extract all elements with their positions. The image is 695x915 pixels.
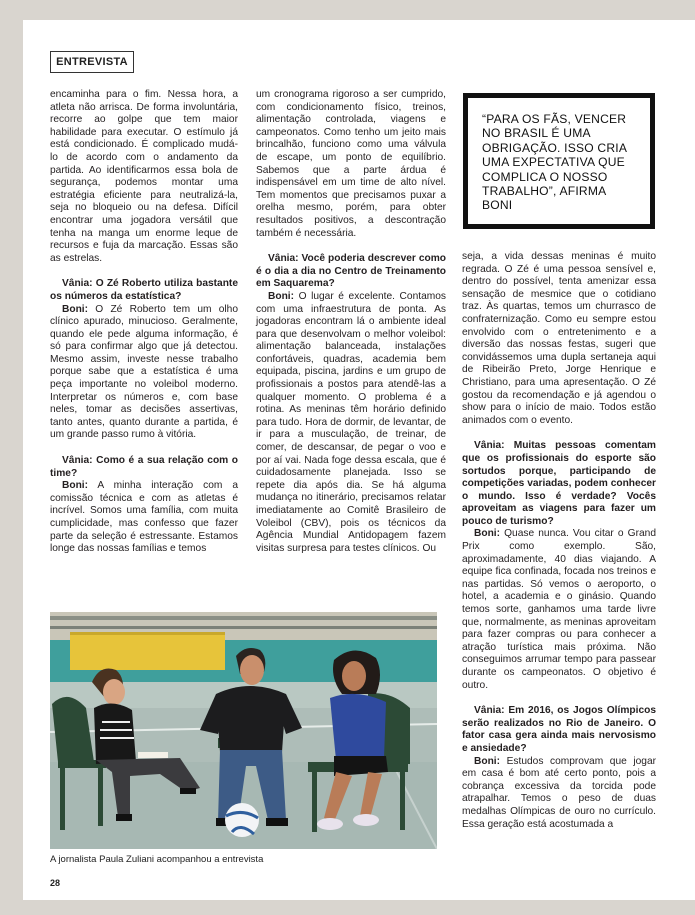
text-column-3: [462, 251, 656, 831]
section-tag: ENTREVISTA: [50, 51, 134, 73]
speaker-label: Boni:: [474, 755, 501, 767]
photo-caption: A jornalista Paula Zuliani acompanhou a entrevista: [50, 854, 264, 865]
text-column-2: [256, 89, 446, 555]
answer-text: A minha interação com a comissão técnica e com as atletas é incrível. Somos uma família, com muita cumplicidade, mas confesso que fazer parte da seleção é estressante. Estamos longe das nossas famílias e temos: [50, 480, 238, 555]
interview-answer: [50, 304, 238, 443]
answer-text: O Zé Roberto tem um olho clínico apurado, minucioso. Geralmente, quando ele pede alguma informação, é só para confirmar algo que já detectou. Mesmo assim, investe nesse trabalho porque sabe que a estatística é uma peça importante no voleibol moderno. Interpretar os números e, com base neles, tomar as decisões assertivas, tanto antes, quanto durante a partida, é um grande passo rumo à vitória.: [50, 303, 238, 441]
interview-question: Vânia: Em 2016, os Jogos Olímpicos serão realizados no Rio de Janeiro. O fator casa gera ainda mais nervosismo e ansiedade?: [462, 705, 656, 754]
interview-question: Vânia: Muitas pessoas comentam que os profissionais do esporte são sortudos porque, participando de competições variadas, podem conhecer o mundo. Isso é verdade? Vocês aproveitam as viagens para fazer um pouco de turismo?: [462, 440, 656, 527]
interview-answer: [50, 480, 238, 556]
pull-quote-text: “PARA OS FÃS, VENCER NO BRASIL É UMA OBRIGAÇÃO. ISSO CRIA UMA EXPECTATIVA QUE COMPLICA O NOSSO TRABALHO”,: [482, 112, 627, 199]
answer-text: Quase nunca. Vou citar o Grand Prix como exemplo. São, aproximadamente, 40 dias viajando. A equipe fica confinada, focada nos treinos e nas partidas. Só vemos o aeroporto, o hotel, a academia e o ginásio. Quando temos sorte, ganhamos uma tarde livre que, normalmente, as meninas aproveitam para fazer compras ou para conhecer a atração turística mais próxima. Não conseguimos arrumar tempo para passear durante os campeonatos. O objetivo é outro.: [462, 528, 656, 691]
speaker-label: Boni:: [268, 290, 295, 302]
magazine-page: [23, 20, 695, 900]
speaker-label: Boni:: [474, 528, 501, 540]
interview-answer: [462, 756, 656, 832]
interview-question: Vânia: Como é a sua relação com o time?: [50, 455, 238, 479]
answer-text: O lugar é excelente. Contamos com uma infraestrutura de ponta. As jogadoras encontram lá o ambiente ideal para que desenvolvam o melhor voleibol: alimentação balanceada, instalações confortáveis, quadras, academia bem equipada, piscina, jardins e um grupo de profissionais a postos para atendê-las a qualquer momento. O problema é a rotina. As meninas têm horário definido para tudo. Hora de dormir, de levantar, de ir para a musculação, de treinar, de comer, de descansar, de pegar o voo e por aí vai. Nada foge dessa escala, que é cuidadosamente planejada. Isso se repete dia após dia. Se há alguma mudança no itinerário, precisamos relatar imediatamente ao Comitê Brasileiro de Voleibol (CBV), pois os técnicos da Agência Mundial Antidopagem fazem visitas surpresa para testes clínicos. Ou: [256, 290, 446, 554]
answer-text: Estudos comprovam que jogar em casa é bom até certo ponto, pois a cobrança excessiva da torcida pode atrapalhar. Temos o peso de duas medalhas Olímpicas de ouro no currículo. Essa geração está acostumada a: [462, 755, 656, 830]
interview-answer: [462, 528, 656, 692]
page-number: 28: [50, 878, 61, 888]
paragraph: encaminha para o fim. Nessa hora, a atleta não arrisca. De forma involuntária, recorre ao golpe que tem maior habilidade para executar. O estímulo já está condicionado. É complicado mudá-lo de acordo com o andamento da partida. Ao identificarmos essa bola de segurança, podemos montar uma estratégia eficiente para neutralizá-la, seja no bloqueio ou na defesa. Difícil encontrar uma jogadora versátil que tenha na manga um enorme leque de recursos e fuja da marcação. Essas são as estrelas.: [50, 89, 238, 264]
speaker-label: Boni:: [62, 303, 89, 315]
text-column-1: [50, 89, 238, 556]
interview-question: Vânia: O Zé Roberto utiliza bastante os números da estatística?: [50, 278, 238, 302]
paragraph: seja, a vida dessas meninas é muito regrada. O Zé é uma pessoa sensível e, dentro do possível, tenta amenizar essa sensação de mesmice que o cotidiano traz. Às quartas, temos um churrasco de confraternização. Como eu sempre estou envolvido com o entretenimento e a diversão das nossas festas, sugeri que convidássemos uma dupla sertaneja aqui de Ribeirão Preto, Jorge Henrique e Christiano, para uma apresentação. O Zé gostou da recomendação e já agendou o show para o início de maio. Todos estão animados com o evento.: [462, 251, 656, 426]
speaker-label: Boni:: [62, 480, 89, 492]
pull-quote-box: [463, 93, 655, 229]
interview-photo: [50, 612, 437, 849]
interview-question: Vânia: Você poderia descrever como é o dia a dia no Centro de Treinamento em Saquarema?: [256, 253, 446, 290]
pull-quote-attribution: AFIRMA BONI: [482, 184, 606, 213]
paragraph: um cronograma rigoroso a ser cumprido, com condicionamento físico, treinos, alimentação controlada, viagens e campeonatos. Como tenho um jeito mais brincalhão, funciono como uma válvula de escape, um ponto de equilíbrio. Sabemos que a parte árdua é indispensável em um time de alto nível. Tem momentos que precisamos puxar a orelha mesmo, porém, para obter resultados positivos, a descontração também é necessária.: [256, 89, 446, 239]
interview-answer: [256, 291, 446, 555]
photo-illustration: [50, 612, 437, 849]
